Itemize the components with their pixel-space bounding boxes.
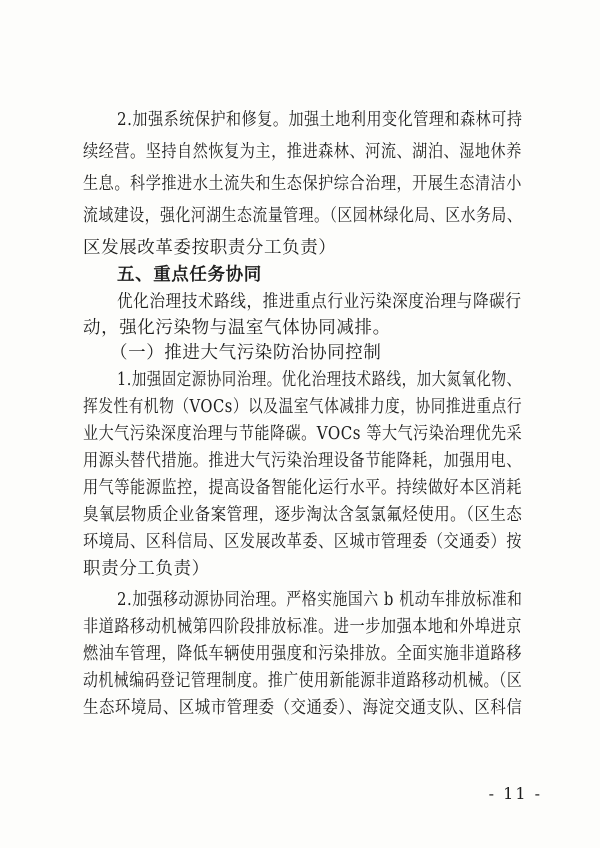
paragraph-line: 2.加强移动源协同治理。严格实施国六 b 机动车排放标准和 [117,590,523,610]
paragraph-line: 业大气污染深度治理与节能降碳。VOCs 等大气污染治理优先采 [83,424,523,444]
paragraph-line: 臭氧层物质企业备案管理，逐步淘汰含氢氯氟烃使用。（区生态 [83,505,523,525]
paragraph-line: 优化治理技术路线，推进重点行业污染深度治理与降碳行 [117,292,522,312]
paragraph-line: 职责分工负责） [83,559,210,579]
section-heading: 五、重点任务协同 [117,265,262,285]
paragraph-line: 非道路移动机械第四阶段排放标准。进一步加强本地和外埠进京 [83,617,522,637]
paragraph-line: 燃油车管理，降低车辆使用强度和污染排放。全面实施非道路移 [83,644,522,664]
paragraph-line: 动，强化污染物与温室气体协同减排。 [83,318,391,338]
paragraph-line: 1.加强固定源协同治理。优化治理技术路线，加大氮氧化物、 [117,370,522,390]
paragraph-line: 动机械编码登记管理制度。推广使用新能源非道路移动机械。（区 [83,671,523,691]
paragraph-line: 生息。科学推进水土流失和生态保护综合治理，开展生态清洁小 [83,174,522,194]
paragraph-line: 生态环境局、区城市管理委（交通委）、海淀交通支队、区科信 [83,698,523,718]
paragraph-line: 挥发性有机物（VOCs）以及温室气体减排力度，协同推进重点行 [83,397,523,417]
paragraph-line: 区发展改革委按职责分工负责） [83,238,337,258]
paragraph-line: 用源头替代措施。推进大气污染治理设备节能降耗，加强用电、 [83,451,522,471]
subsection-heading: （一）推进大气污染防治协同控制 [110,343,382,363]
paragraph-line: 2.加强系统保护和修复。加强土地利用变化管理和森林可持 [117,110,523,130]
paragraph-line: 续经营。坚持自然恢复为主，推进森林、河流、湖泊、湿地休养 [83,142,522,162]
paragraph-line: 环境局、区科信局、区发展改革委、区城市管理委（交通委）按 [83,532,522,552]
paragraph-line: 流域建设，强化河湖生态流量管理。（区园林绿化局、区水务局、 [83,206,523,226]
paragraph-line: 用气等能源监控，提高设备智能化运行水平。持续做好本区消耗 [83,478,522,498]
page-number: - 11 - [488,784,542,803]
